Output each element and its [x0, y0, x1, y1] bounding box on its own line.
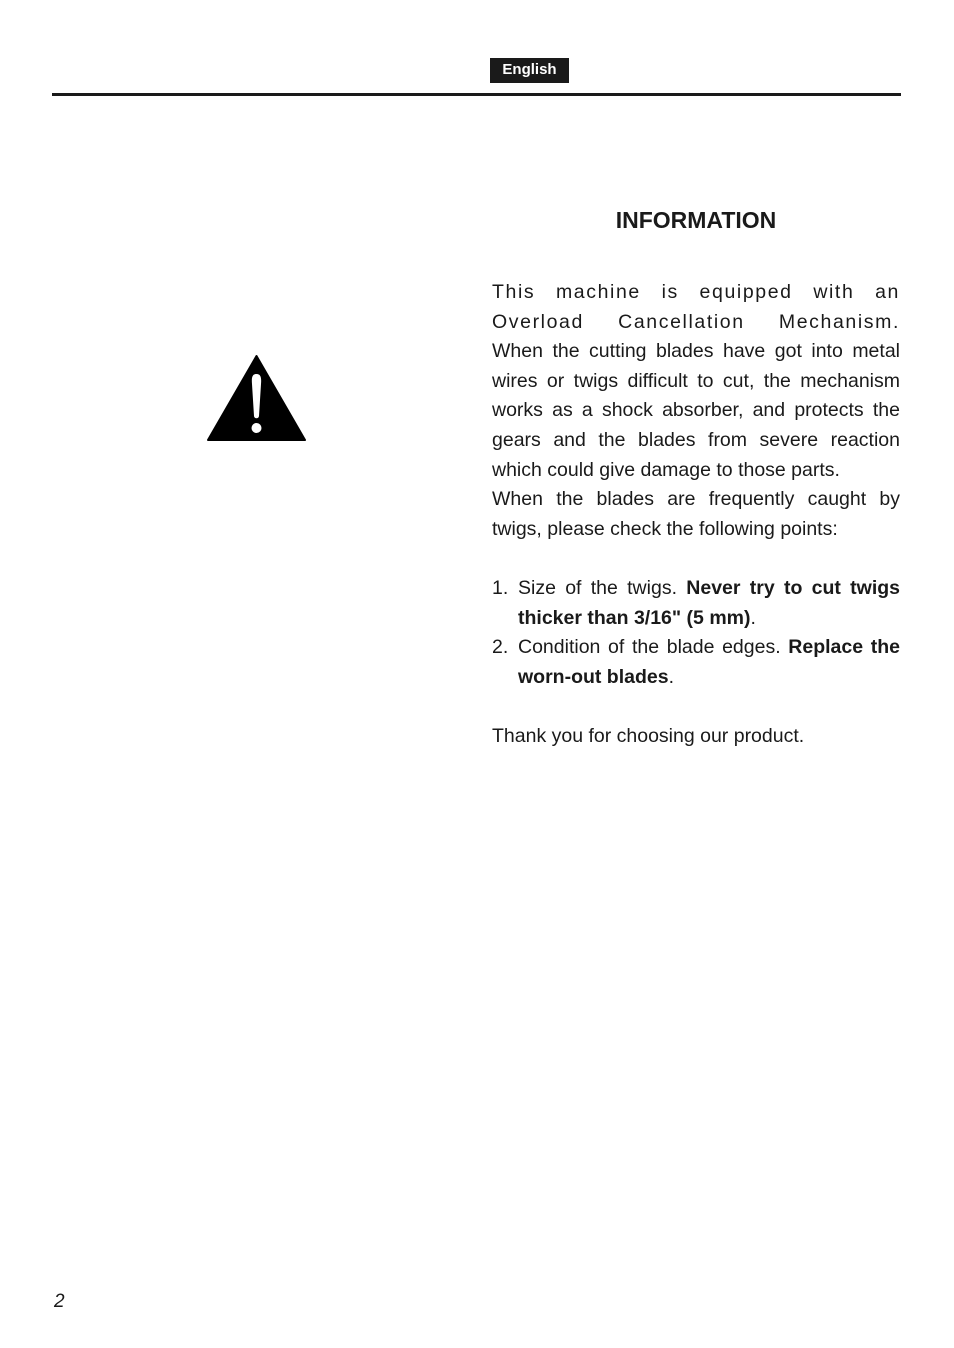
- intro-paragraph: This machine is equipped with an Overload Cancellation Mechanism.: [492, 281, 900, 333]
- check-points-paragraph: When the blades are frequently caught by twigs, please check the following points:: [492, 488, 900, 540]
- header-rule: [52, 93, 901, 96]
- mechanism-paragraph: When the cutting blades have got into metal wires or twigs difficult to cut, the mechanism works as a shock absorber, and protects the gears and the blades from severe reaction which could give damage to those parts.: [492, 340, 900, 481]
- list-item-text: Size of the twigs.: [518, 576, 687, 599]
- list-number: 1.: [492, 576, 509, 599]
- section-title: INFORMATION: [615, 207, 777, 233]
- page-number: 2: [54, 1291, 65, 1312]
- information-section: [492, 200, 900, 752]
- list-item: [492, 633, 900, 692]
- list-item-emphasis: Replace the worn-out blades: [518, 636, 900, 688]
- warning-triangle-icon: [206, 354, 307, 442]
- list-item-suffix: .: [750, 606, 756, 629]
- closing-text: Thank you for choosing our product.: [492, 724, 805, 747]
- list-item: [492, 574, 900, 633]
- language-tab: English: [490, 58, 569, 83]
- list-item-emphasis: Never try to cut twigs thicker than 3/16" (5 mm): [518, 576, 900, 629]
- list-item-suffix: .: [668, 665, 675, 688]
- list-item-text: Condition of the blade edges.: [518, 636, 789, 659]
- check-points-list: [492, 574, 900, 692]
- list-number: 2.: [492, 636, 509, 659]
